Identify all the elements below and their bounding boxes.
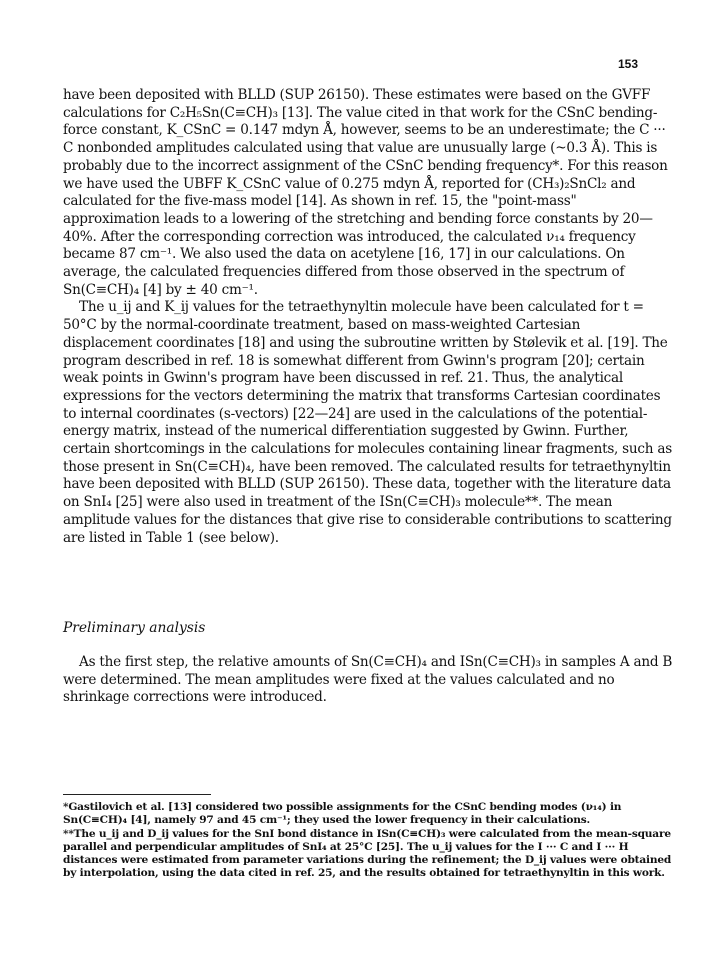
paragraph-1: have been deposited with BLLD (SUP 26150). These estimates were based on the GVFF calculations for C₂H₅Sn(C≡CH)₃ [13]. The value cited in that work for the CSnC bending-force constant, K_CSnC = 0.147 mdyn Å, however, seems to be an underestimate; the C ··· C nonbonded amplitudes calculated using that value are unusually large (~0.3 Å). This is probably due to the incorrect assignment of the CSnC bending frequency*. For this reason we have used the UBFF K_CSnC value of 0.275 mdyn Å, reported for (CH₃)₂SnCl₂ and calculated for the five-mass model [14]. As shown in ref. 15, the "point-mass" approximation leads to a lowering of the stretching and bending force constants by 20—40%. After the corresponding correction was introduced, the calculated ν₁₄ frequency became 87 cm⁻¹. We also used the data on acetylene [16, 17] in our calculations. On average, the calculated frequencies differed from those observed in the spectrum of Sn(C≡CH)₄ [4] by ± 40 cm⁻¹. — [63, 87, 668, 298]
footnote-rule — [63, 794, 211, 795]
paragraph-2: The u_ij and K_ij values for the tetraethynyltin molecule have been calculated for t = 50°C by the normal-coordinate treatment, based on mass-weighted Cartesian displacement coordinates [18] and using the subroutine written by Stølevik et al. [19]. The program described in ref. 18 is somewhat different from Gwinn's program [20]; certain weak points in Gwinn's program have been discussed in ref. 21. Thus, the analytical expressions for the vectors determining the matrix that transforms Cartesian coordinates to internal coordinates (s-vectors) [22—24] are used in the calculations of the potential-energy matrix, instead of the numerical differentiation suggested by Gwinn. Further, certain shortcomings in the calculations for molecules containing linear fragments, such as those present in Sn(C≡CH)₄, have been removed. The calculated results for tetraethynyltin have been deposited with BLLD (SUP 26150). These data, together with the literature data on SnI₄ [25] were also used in treatment of the ISn(C≡CH)₃ molecule**. The mean amplitude values for the distances that give rise to considerable contributions to scattering are listed in Table 1 (see below). — [63, 299, 672, 546]
footnote-2: **The u_ij and D_ij values for the SnI bond distance in ISn(C≡CH)₃ were calculated from the mean-square parallel and perpendicular amplitudes of SnI₄ at 25°C [25]. The u_ij values for the I ··· C and I ··· H distances were estimated from parameter variations during the refinement; the D_ij values were obtained by interpolation, using the data cited in ref. 25, and the results obtained for tetraethynyltin in this work. — [63, 827, 672, 880]
paragraph-3: As the first step, the relative amounts of Sn(C≡CH)₄ and ISn(C≡CH)₃ in samples A and B were determined. The mean amplitudes were fixed at the values calculated and no shrinkage corrections were introduced. — [63, 654, 673, 706]
section-heading: Preliminary analysis — [63, 620, 206, 636]
footnote-1: *Gastilovich et al. [13] considered two possible assignments for the CSnC bending modes (ν₁₄) in Sn(C≡CH)₄ [4], namely 97 and 45 cm⁻¹; they used the lower frequency in their calculations. — [63, 801, 622, 827]
page-number: 153 — [618, 57, 639, 71]
footnotes — [63, 801, 673, 881]
main-text — [63, 87, 673, 547]
